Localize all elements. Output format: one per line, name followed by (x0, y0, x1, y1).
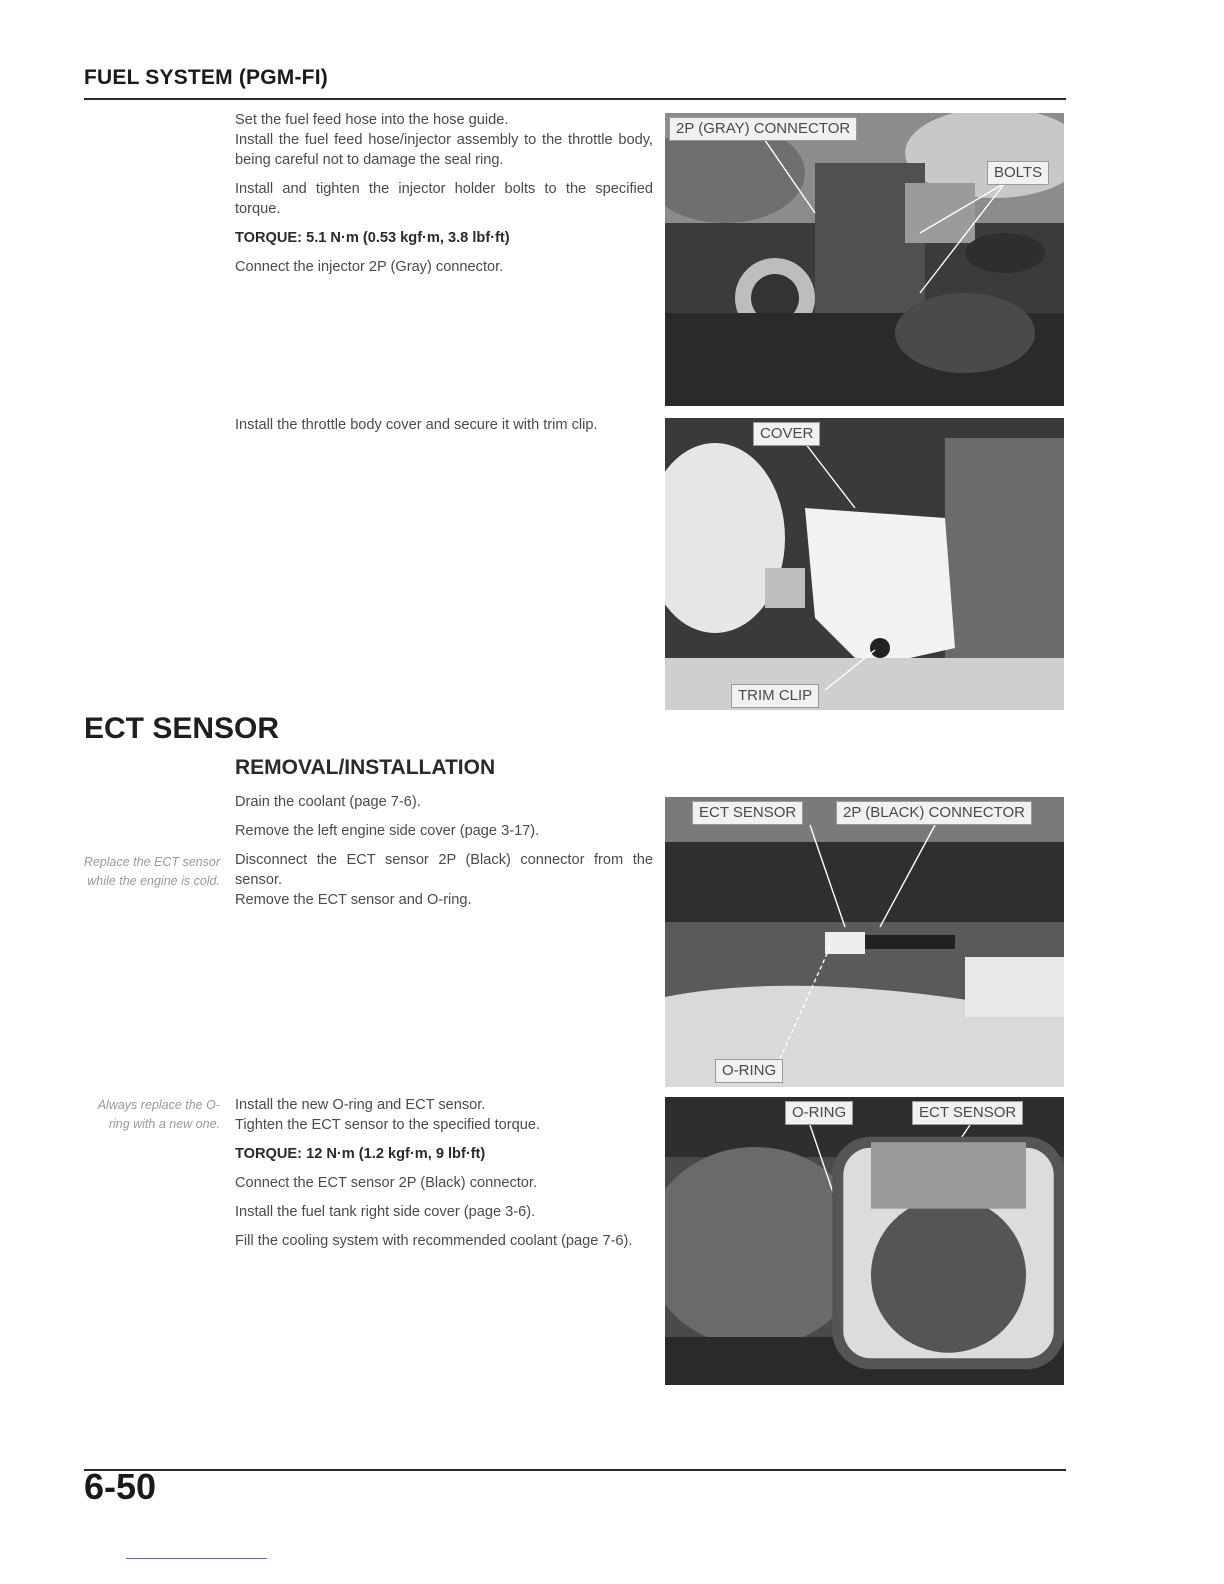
subsection-title-removal: REMOVAL/INSTALLATION (235, 756, 496, 779)
section-title-ect-sensor: ECT SENSOR (84, 712, 280, 745)
callout-oring-new: O-RING (785, 1101, 853, 1125)
instruction-remove-side-cover: Remove the left engine side cover (page 3-17). (235, 823, 540, 839)
note-replace-oring: Always replace the O-ring with a new one. (97, 1098, 220, 1131)
footer-link-underline[interactable] (126, 1558, 267, 1559)
page-number: 6-50 (84, 1466, 157, 1507)
footer-rule (84, 1469, 1066, 1471)
photo-throttle-cover (665, 418, 1064, 710)
photo-injector-connector-image (665, 113, 1064, 406)
callout-bolts: BOLTS (987, 161, 1049, 185)
new-part-icon (749, 1109, 1064, 1385)
photo-ect-sensor-removal (665, 797, 1064, 1087)
instruction-fill-coolant: Fill the cooling system with recommended coolant (page 7-6). (235, 1233, 633, 1249)
callout-cover: COVER (753, 422, 820, 446)
cover-instructions (235, 415, 653, 444)
removal-instructions (235, 792, 653, 919)
torque-spec-ect-sensor: TORQUE: 12 N·m (1.2 kgf·m, 9 lbf·ft) (235, 1146, 486, 1162)
instruction-connect-injector: Connect the injector 2P (Gray) connector. (235, 259, 504, 275)
instruction-install-tank-cover: Install the fuel tank right side cover (page 3-6). (235, 1204, 536, 1220)
instruction-install-assembly: Install the fuel feed hose/injector assembly to the throttle body, being careful not to damage the seal ring. (235, 132, 653, 168)
instruction-drain-coolant: Drain the coolant (page 7-6). (235, 794, 421, 810)
callout-trim-clip: TRIM CLIP (731, 684, 819, 708)
photo-throttle-cover-image (665, 418, 1064, 710)
instruction-tighten-sensor: Tighten the ECT sensor to the specified torque. (235, 1117, 541, 1133)
instruction-connect-sensor: Connect the ECT sensor 2P (Black) connector. (235, 1175, 538, 1191)
instruction-remove-sensor: Remove the ECT sensor and O-ring. (235, 892, 472, 908)
instruction-install-new-oring: Install the new O-ring and ECT sensor. (235, 1097, 486, 1113)
torque-spec-injector: TORQUE: 5.1 N·m (0.53 kgf·m, 3.8 lbf·ft) (235, 230, 510, 246)
installation-instructions (235, 1095, 653, 1260)
instruction-install-cover: Install the throttle body cover and secure it with trim clip. (235, 417, 598, 433)
page-header-title: FUEL SYSTEM (PGM-FI) (84, 66, 328, 89)
instruction-hose-guide: Set the fuel feed hose into the hose guide. (235, 112, 509, 128)
fuel-hose-instructions (235, 110, 653, 286)
callout-ect-sensor: ECT SENSOR (692, 801, 803, 825)
photo-injector-connector (665, 113, 1064, 406)
instruction-disconnect-connector: Disconnect the ECT sensor 2P (Black) connector from the sensor. (235, 852, 653, 888)
photo-ect-sensor-install (665, 1097, 1064, 1385)
note-replace-when-cold: Replace the ECT sensor while the engine is cold. (83, 855, 220, 888)
instruction-tighten-bolts: Install and tighten the injector holder bolts to the specified torque. (235, 181, 653, 217)
callout-gray-connector: 2P (GRAY) CONNECTOR (669, 117, 857, 141)
callout-oring: O-RING (715, 1059, 783, 1083)
callout-ect-sensor-install: ECT SENSOR (912, 1101, 1023, 1125)
photo-ect-sensor-removal-image (665, 797, 1064, 1087)
header-rule (84, 98, 1066, 100)
callout-black-connector: 2P (BLACK) CONNECTOR (836, 801, 1032, 825)
